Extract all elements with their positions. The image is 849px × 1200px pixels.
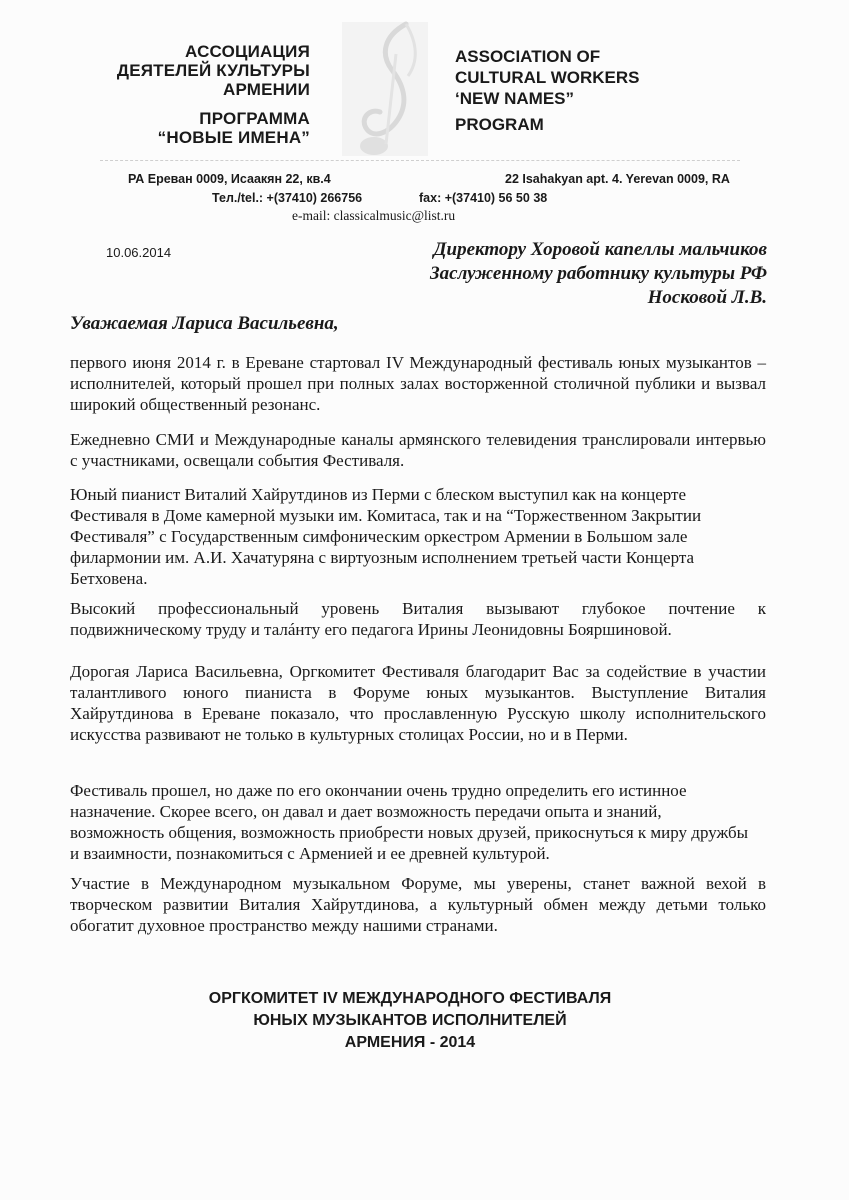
treble-note-logo-icon bbox=[322, 14, 447, 164]
org-ru-line: АРМЕНИИ bbox=[222, 80, 310, 99]
org-ru-line: ДЕЯТЕЛЕЙ КУЛЬТУРЫ bbox=[116, 61, 310, 80]
body-paragraph: Фестиваль прошел, но даже по его окончании очень трудно определить его истинное назначение. Скорее всего, он давал и дает возможность передачи опыта и знаний, возможность общения, возможность приобрести новых друзей, прикоснуться к миру дружбы и взаимности, познакомиться с Арменией и ее древней культурой. bbox=[70, 781, 749, 863]
recipient-line: Заслуженному работнику культуры РФ bbox=[430, 263, 767, 284]
body-paragraph: Юный пианист Виталий Хайрутдинов из Перми с блеском выступил как на концерте Фестиваля в Доме камерной музыки им. Комитаса, так и на “Торжественном Закрытии Фестиваля” с Государственным симфоническим оркестром Армении в Большом зале филармонии им. А.И. Хачатуряна с виртуозным исполнением третьей части Концерта Бетховена. bbox=[70, 485, 702, 588]
org-en-line: ‘NEW NAMES” bbox=[455, 89, 574, 108]
signature-line: ЮНЫХ МУЗЫКАНТОВ ИСПОЛНИТЕЛЕЙ bbox=[253, 1012, 567, 1029]
email-address: e-mail: classicalmusic@list.ru bbox=[292, 208, 456, 223]
recipient-line: Директору Хоровой капеллы мальчиков bbox=[433, 239, 767, 260]
org-ru-line: АССОЦИАЦИЯ bbox=[185, 42, 310, 61]
body-paragraph: первого июня 2014 г. в Ереване стартовал IV Международный фестиваль юных музыкантов – исполнителей, который прошел при полных залах восторженной столичной публики и вызвал широкий общественный резонанс. bbox=[70, 353, 766, 414]
org-en-line: ASSOCIATION OF bbox=[455, 47, 601, 66]
letter-date: 10.06.2014 bbox=[106, 245, 172, 260]
fax-number: fax: +(37410) 56 50 38 bbox=[419, 191, 548, 205]
body-paragraph: Участие в Международном музыкальном Форуме, мы уверены, станет важной вехой в творческом развитии Виталия Хайрутдинова, а культурный обмен между детьми только обогатит духовное пространство между нашими странами. bbox=[70, 874, 766, 935]
org-name-en bbox=[455, 46, 715, 135]
address-ru: РА Ереван 0009, Исаакян 22, кв.4 bbox=[128, 172, 331, 186]
org-en-line: PROGRAM bbox=[455, 115, 544, 134]
letterhead-divider bbox=[100, 160, 740, 161]
body-paragraph: Дорогая Лариса Васильевна, Оргкомитет Фестиваля благодарит Вас за содействие в участии талантливого юного пианиста в Форуме юных музыкантов. Выступление Виталия Хайрутдинова в Ереване показало, что прославленную Русскую школу исполнительского искусства развивают не только в культурных столицах России, но и в Перми. bbox=[70, 662, 766, 744]
recipient-line: Носковой Л.В. bbox=[647, 287, 767, 308]
org-en-line: CULTURAL WORKERS bbox=[455, 68, 640, 87]
org-name-ru bbox=[80, 42, 310, 147]
org-ru-line: “НОВЫЕ ИМЕНА” bbox=[157, 128, 310, 147]
org-ru-line: ПРОГРАММА bbox=[199, 109, 310, 128]
body-paragraph: Ежедневно СМИ и Международные каналы армянского телевидения транслировали интервью с участниками, освещали события Фестиваля. bbox=[70, 430, 766, 470]
address-en: 22 Isahakyan apt. 4. Yerevan 0009, RA bbox=[505, 172, 730, 186]
signature-line: АРМЕНИЯ - 2014 bbox=[344, 1034, 476, 1051]
signature-block bbox=[100, 988, 720, 1054]
salutation: Уважаемая Лариса Васильевна, bbox=[70, 313, 339, 334]
recipient-block bbox=[430, 238, 767, 310]
body-paragraph: Высокий профессиональный уровень Виталия вызывают глубокое почтение к подвижническому труду и талáнту его педагога Ирины Леонидовны Бояршиновой. bbox=[70, 599, 766, 639]
phone-number: Тел./tel.: +(37410) 266756 bbox=[212, 191, 363, 205]
signature-line: ОРГКОМИТЕТ IV МЕЖДУНАРОДНОГО ФЕСТИВАЛЯ bbox=[208, 990, 612, 1007]
